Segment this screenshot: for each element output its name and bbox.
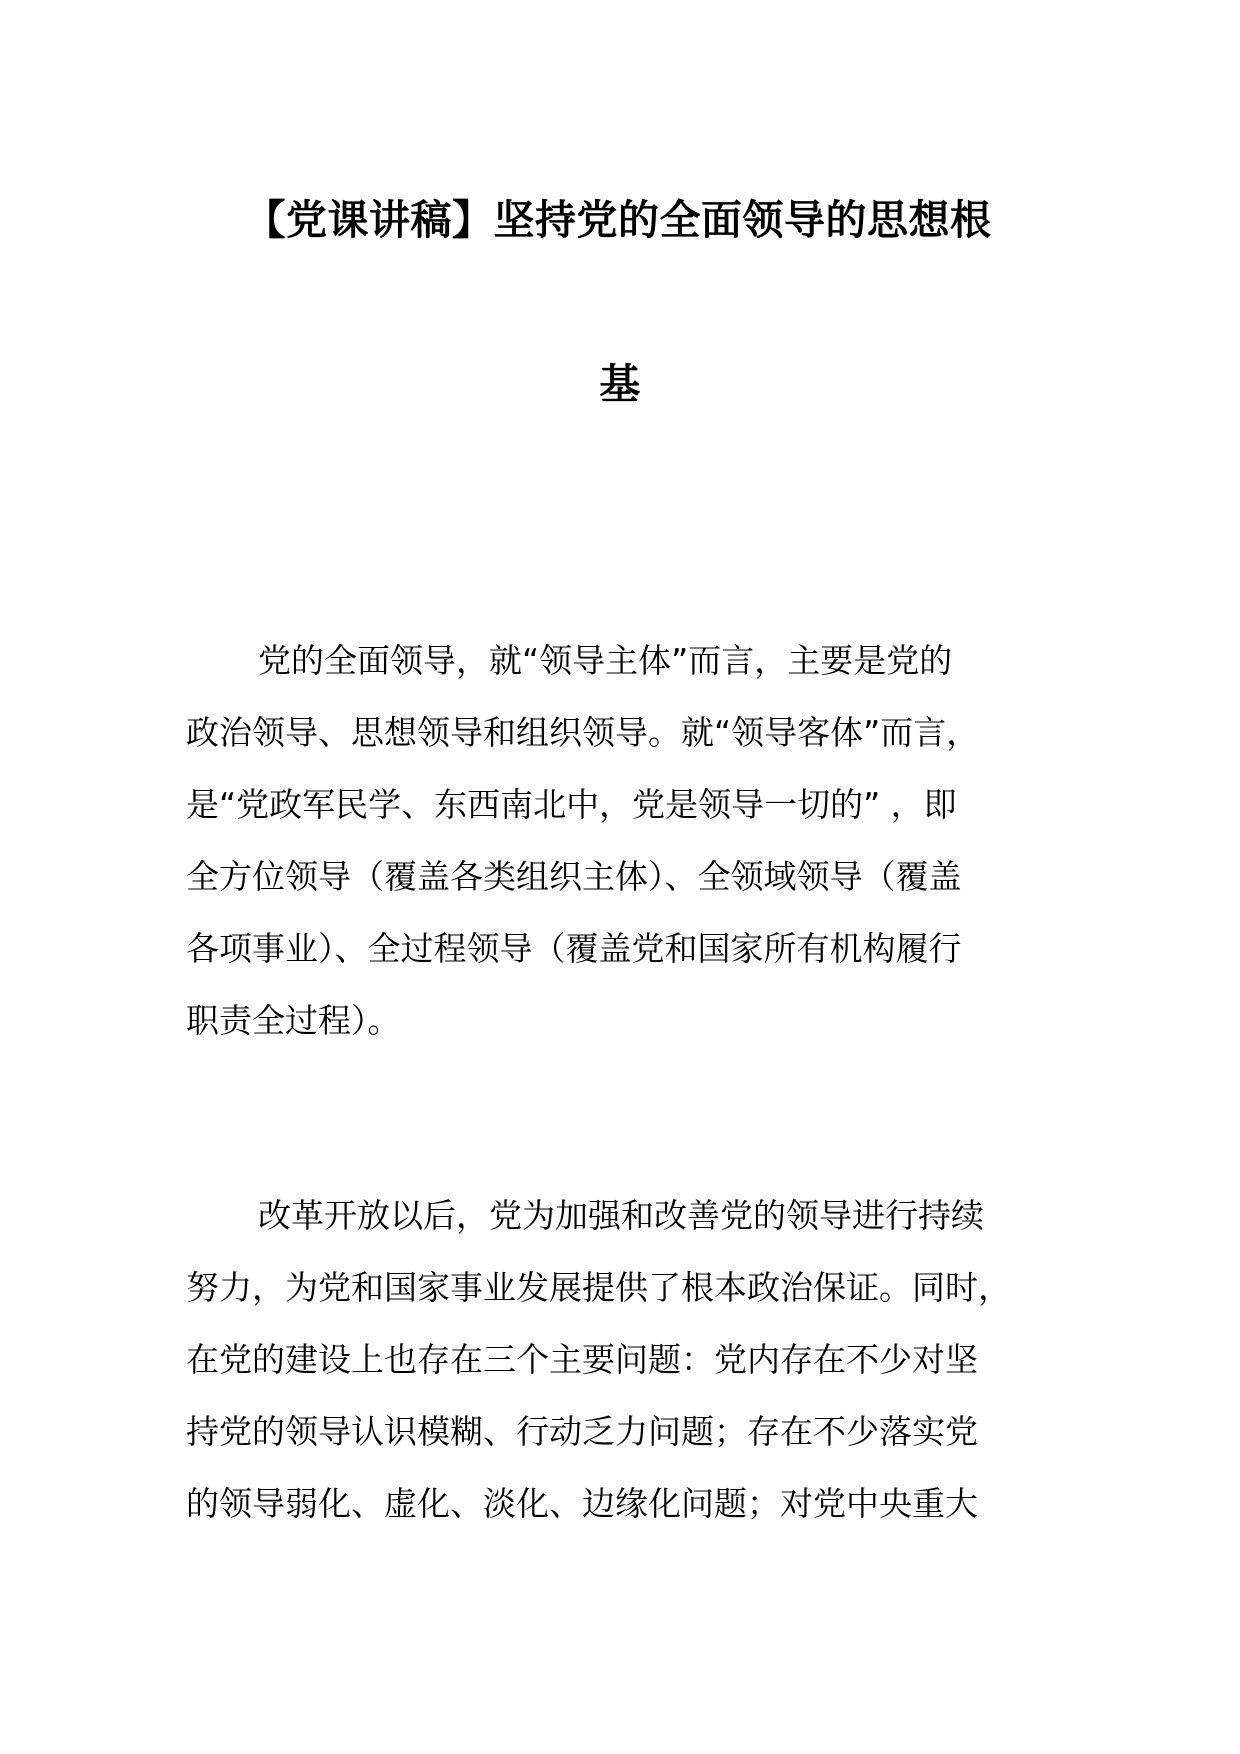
document-title — [0, 196, 1240, 408]
title-line-2: 基 — [599, 360, 641, 408]
paragraph-2 — [186, 1180, 1086, 1540]
paragraph-line: 党的全面领导，就“领导主体”而言，主要是党的 — [258, 641, 953, 680]
paragraph-line: 在党的建设上也存在三个主要问题：党内存在不少对坚 — [186, 1340, 978, 1379]
paragraph-line: 改革开放以后，党为加强和改善党的领导进行持续 — [258, 1196, 984, 1235]
paragraph-line: 持党的领导认识模糊、行动乏力问题；存在不少落实党 — [186, 1412, 978, 1451]
paragraph-line: 各项事业）、全过程领导（覆盖党和国家所有机构履行 — [186, 929, 962, 968]
title-line-1: 【党课讲稿】坚持党的全面领导的思想根 — [244, 196, 992, 244]
paragraph-line: 的领导弱化、虚化、淡化、边缘化问题；对党中央重大 — [186, 1484, 978, 1523]
paragraph-1 — [186, 625, 1086, 1057]
paragraph-line: 政治领导、思想领导和组织领导。就“领导客体”而言， — [186, 713, 980, 752]
paragraph-line: 职责全过程）。 — [186, 1001, 401, 1040]
paragraph-line: 努力，为党和国家事业发展提供了根本政治保证。同时， — [186, 1268, 1011, 1307]
paragraph-line: 是“党政军民学、东西南北中，党是领导一切的” ，即 — [186, 785, 957, 824]
paragraph-line: 全方位领导（覆盖各类组织主体）、全领域领导（覆盖 — [186, 857, 962, 896]
